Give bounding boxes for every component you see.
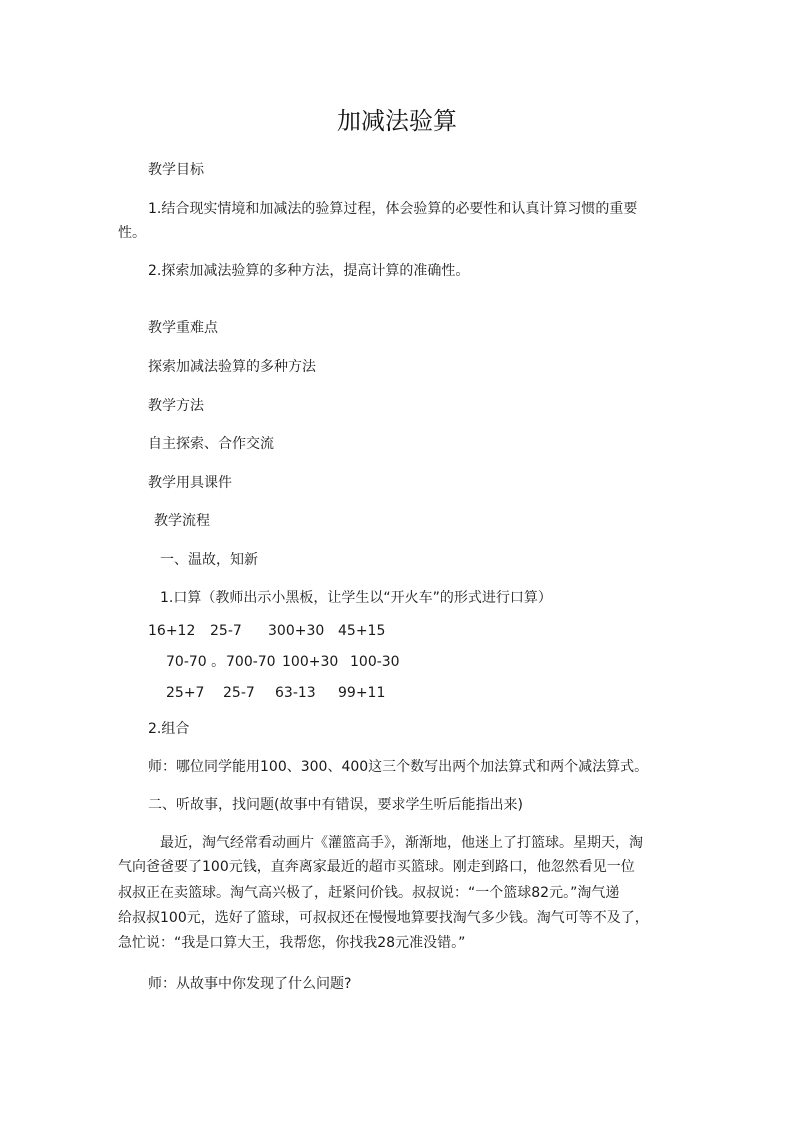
calc-item: 70-70 。	[166, 654, 226, 670]
calc-item: 25-7	[223, 685, 255, 701]
tools-text: 教学用具课件	[148, 475, 232, 491]
story-line: 最近，淘气经常看动画片《灌篮高手》，渐渐地，他迷上了打篮球。星期天，淘	[160, 835, 643, 851]
calc-item: 700-70	[226, 654, 276, 670]
objective-2: 2.探索加减法验算的多种方法，提高计算的准确性。	[148, 263, 470, 279]
calc-item: 25-7	[210, 623, 242, 639]
calc-row-3	[166, 682, 385, 704]
section-1-heading: 一、温故，知新	[160, 552, 258, 568]
calc-item: 16+12	[148, 623, 196, 639]
calc-item: 99+11	[338, 685, 386, 701]
calc-item: 45+15	[338, 623, 386, 639]
story-line: 气向爸爸要了100元钱，直奔离家最近的超市买篮球。刚走到路口，他忽然看见一位	[118, 859, 635, 875]
document-title: 加减法验算	[337, 107, 457, 135]
calc-item: 100+30	[282, 654, 339, 670]
key-points-heading: 教学重难点	[148, 320, 218, 336]
key-points-text: 探索加减法验算的多种方法	[148, 359, 316, 375]
story-line: 给叔叔100元，选好了篮球，可叔叔还在慢慢地算要找淘气多少钱。淘气可等不及了，	[118, 910, 649, 926]
process-heading: 教学流程	[154, 513, 210, 529]
calc-row-1	[148, 620, 385, 642]
combine-heading: 2.组合	[148, 721, 190, 737]
methods-text: 自主探索、合作交流	[148, 436, 274, 452]
calc-item: 100-30	[350, 654, 400, 670]
objective-1-line-1: 1.结合现实情境和加减法的验算过程，体会验算的必要性和认真计算习惯的重要	[148, 201, 638, 217]
teacher-question: 师：从故事中你发现了什么问题?	[148, 976, 352, 992]
section-2-heading: 二、听故事，找问题(故事中有错误，要求学生听后能指出来)	[148, 797, 523, 813]
objectives-heading: 教学目标	[148, 162, 204, 178]
story-line: 急忙说：“我是口算大王，我帮您，你找我28元准没错。”	[118, 935, 466, 951]
calc-item: 63-13	[275, 685, 316, 701]
methods-heading: 教学方法	[148, 398, 204, 414]
story-line: 叔叔正在卖篮球。淘气高兴极了，赶紧问价钱。叔叔说：“一个篮球82元。”淘气递	[118, 885, 620, 901]
calc-item: 25+7	[166, 685, 205, 701]
oral-calc-instruction: 1.口算（教师出示小黑板，让学生以“开火车”的形式进行口算）	[160, 590, 552, 606]
objective-1-line-2: 性。	[118, 225, 146, 241]
combine-text: 师：哪位同学能用100、300、400这三个数写出两个加法算式和两个减法算式。	[148, 759, 649, 775]
calc-item: 300+30	[268, 623, 325, 639]
calc-row-2	[166, 651, 400, 673]
